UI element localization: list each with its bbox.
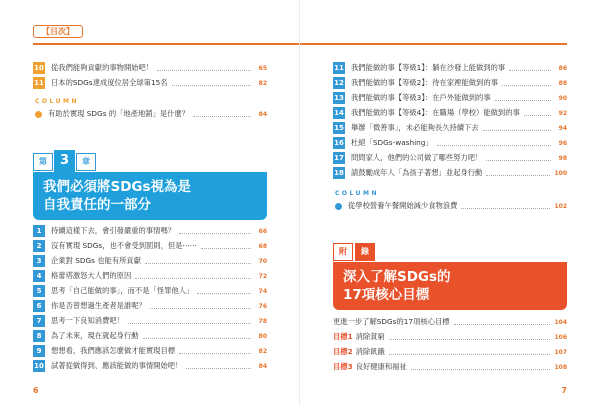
list-item[interactable] [33, 270, 267, 282]
item-number: 15 [334, 124, 344, 132]
list-item[interactable] [33, 255, 267, 267]
item-number: 4 [33, 270, 45, 282]
item-title: 我們能做的事【等級1】：躺在沙發上能做到的事 [351, 63, 506, 72]
leader-dots [411, 369, 551, 370]
column-label: COLUMN [35, 98, 79, 105]
bullet-icon [335, 203, 342, 210]
item-title: 想想看，我們應該怎麼做才能實現目標 [51, 346, 176, 355]
list-item[interactable] [333, 331, 567, 343]
leader-dots [157, 70, 251, 71]
leader-dots [128, 323, 251, 324]
item-title: 問問家人，他們的公司做了哪些努力吧！ [351, 153, 483, 162]
item-title: 為了未來，現在就起身行動 [51, 331, 139, 340]
list-item[interactable] [333, 316, 567, 328]
appendix-suffix: 錄 [355, 243, 375, 261]
item-number: 13 [334, 94, 344, 102]
item-page: 108 [554, 363, 567, 371]
item-title: 我們能做的事【等級4】：在職場（學校）能做到的事 [351, 108, 520, 117]
goal-label: 目標1 [333, 332, 353, 341]
item-title: 你是否曾想過生產者是誰呢？ [51, 301, 146, 310]
item-number: 6 [33, 300, 45, 312]
list-item[interactable] [33, 300, 267, 312]
leader-dots [509, 70, 551, 71]
item-title: 消除貧窮 [355, 332, 385, 341]
item-page: 84 [258, 110, 267, 118]
item-title: 杜絕「SDGs-washing」 [351, 138, 433, 147]
header-rule [300, 43, 567, 45]
leader-dots [150, 308, 251, 309]
leader-dots [389, 339, 551, 340]
page-number: 6 [33, 386, 39, 395]
leader-dots [486, 175, 550, 176]
item-number: 11 [34, 79, 44, 87]
item-number: 9 [33, 345, 45, 357]
item-page: 72 [258, 272, 267, 280]
item-title: 日本的SDGs達成度位居全球第15名 [51, 78, 168, 87]
leader-dots [186, 368, 251, 369]
list-item[interactable] [333, 92, 567, 104]
chapter-title-panel [33, 172, 267, 220]
item-page: 80 [258, 332, 267, 340]
list-item[interactable] [33, 360, 267, 372]
list-item[interactable] [333, 77, 567, 89]
leader-dots [483, 130, 551, 131]
list-item[interactable] [33, 315, 267, 327]
leader-dots [145, 263, 251, 264]
chapter-suffix: 章 [76, 153, 96, 171]
item-title: 試著從做得到、應該能做的事情開始吧！ [51, 361, 183, 370]
item-page: 76 [258, 302, 267, 310]
item-number: 2 [33, 240, 45, 252]
item-number: 12 [334, 79, 344, 87]
item-page: 94 [558, 124, 567, 132]
leader-dots [389, 354, 551, 355]
appendix-prefix: 附 [333, 243, 353, 261]
item-number: 5 [33, 285, 45, 297]
column-label: COLUMN [335, 190, 379, 197]
leader-dots [486, 160, 551, 161]
list-item[interactable] [33, 285, 267, 297]
list-item[interactable] [333, 62, 567, 74]
item-page: 82 [258, 79, 267, 87]
item-page: 65 [258, 64, 267, 72]
column-item[interactable] [33, 108, 267, 120]
item-number: 8 [33, 330, 45, 342]
list-item[interactable] [333, 137, 567, 149]
list-item[interactable] [33, 330, 267, 342]
leader-dots [135, 278, 251, 279]
item-page: 82 [258, 347, 267, 355]
item-number: 7 [33, 315, 45, 327]
leader-dots [143, 338, 251, 339]
leader-dots [437, 145, 551, 146]
appendix-title-line1: 深入了解SDGs的 [343, 269, 451, 285]
leader-dots [193, 116, 251, 117]
leader-dots [495, 100, 551, 101]
item-page: 78 [258, 317, 267, 325]
list-item[interactable] [33, 77, 267, 89]
item-title: 舉辦「微善事」，未必能夠長久持續下去 [351, 123, 479, 132]
leader-dots [502, 85, 551, 86]
item-title: 良好健康和福祉 [355, 362, 407, 371]
chapter-title-line1: 我們必須將SDGs視為是 [43, 179, 192, 195]
item-title: 有助於實現 SDGs 的「地產地銷」是什麼？ [48, 109, 190, 118]
appendix-title-line2: 17項核心目標 [343, 287, 430, 303]
item-number: 17 [334, 154, 344, 162]
item-number: 10 [34, 362, 44, 370]
item-number: 11 [334, 64, 344, 72]
list-item[interactable] [333, 167, 567, 179]
item-title: 從我們能夠貢獻的事物開始吧！ [51, 63, 154, 72]
item-page: 98 [558, 154, 567, 162]
list-item[interactable] [33, 345, 267, 357]
leader-dots [524, 115, 551, 116]
item-page: 100 [554, 169, 567, 177]
goal-label: 目標2 [333, 347, 353, 356]
chapter-title-line2: 自我責任的一部分 [43, 197, 151, 213]
item-title: 從學校營養午餐開始減少食物浪費 [348, 201, 458, 210]
item-title: 我們能做的事【等級2】：待在家裡能做到的事 [351, 78, 498, 87]
right-page [300, 0, 600, 406]
leader-dots [179, 233, 251, 234]
item-page: 106 [554, 333, 567, 341]
leader-dots [197, 293, 251, 294]
item-number: 3 [33, 255, 45, 267]
leader-dots [461, 208, 550, 209]
item-title: 思考一下良知消費吧！ [51, 316, 124, 325]
list-item[interactable] [333, 346, 567, 358]
item-number: 14 [334, 109, 344, 117]
page-number: 7 [561, 386, 567, 395]
toc-header-label: 【目次】 [33, 25, 83, 38]
chapter-prefix: 第 [33, 153, 53, 171]
item-number: 18 [334, 169, 344, 177]
item-page: 84 [258, 362, 267, 370]
item-page: 107 [554, 348, 567, 356]
leader-dots [172, 85, 251, 86]
list-item[interactable] [33, 62, 267, 74]
list-item[interactable] [333, 107, 567, 119]
item-page: 92 [558, 109, 567, 117]
item-number: 16 [334, 139, 344, 147]
list-item[interactable] [333, 361, 567, 373]
item-page: 66 [258, 227, 267, 235]
bullet-icon [35, 111, 42, 118]
list-item[interactable] [33, 240, 267, 252]
item-page: 88 [558, 79, 567, 87]
item-page: 102 [554, 202, 567, 210]
item-page: 74 [258, 287, 267, 295]
item-title: 我們能做的事【等級3】：在戶外能做到的事 [351, 93, 491, 102]
item-page: 86 [558, 64, 567, 72]
item-page: 104 [554, 318, 567, 326]
leader-dots [201, 248, 251, 249]
item-title: 消除飢餓 [355, 347, 385, 356]
leader-dots [179, 353, 251, 354]
header-rule [33, 43, 300, 45]
goal-label: 目標3 [333, 362, 353, 371]
item-title: 更進一步了解SDGs的17項核心目標 [333, 317, 450, 326]
list-item[interactable] [333, 122, 567, 134]
chapter-number: 3 [54, 150, 75, 172]
item-title: 請鼓勵成年人「為孩子著想」並起身行動 [351, 168, 483, 177]
item-page: 90 [558, 94, 567, 102]
item-page: 96 [558, 139, 567, 147]
item-page: 68 [258, 242, 267, 250]
item-title: 沒有實現 SDGs，也不會受到罰則，但是⋯⋯ [51, 241, 198, 250]
item-title: 格蕾塔激怒大人們的原因 [51, 271, 132, 280]
item-number: 1 [33, 225, 45, 237]
leader-dots [454, 324, 551, 325]
item-title: 企業對 SDGs 也能有所貢獻 [51, 256, 142, 265]
list-item[interactable] [33, 225, 267, 237]
appendix-title-panel [333, 262, 567, 310]
item-title: 思考「自己能做的事」，而不是「怪罪他人」 [51, 286, 194, 295]
column-item[interactable] [333, 200, 567, 212]
item-title: 持續這樣下去，會引發嚴重的事情嗎？ [51, 226, 176, 235]
item-page: 70 [258, 257, 267, 265]
item-number: 10 [34, 64, 44, 72]
list-item[interactable] [333, 152, 567, 164]
